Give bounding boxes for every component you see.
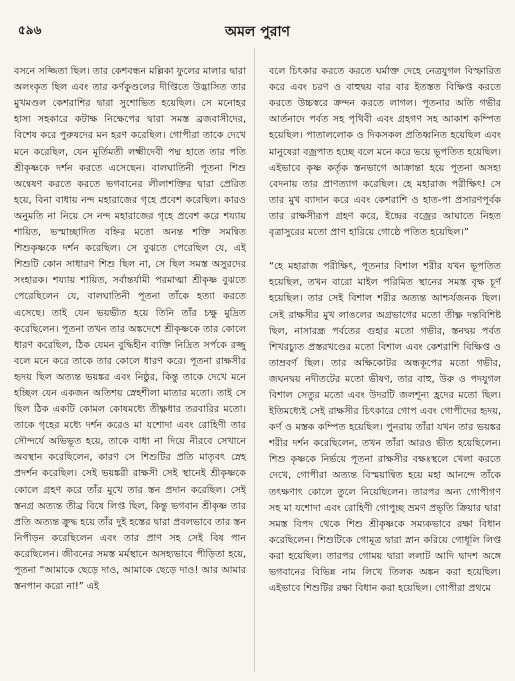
- right-column: [265, 48, 501, 672]
- right-column-paragraph-2: “হে মহারাজ পরীক্ষিৎ, পূতনার বিশাল শরীর যখন ভূপতিত হয়েছিল, তখন বারো মাইল পরিমিত স্থানের সমস্ত বৃক্ষ চূর্ণ হয়েছিল। তার সেই বিশাল শরীর অত্যন্ত আশ্চর্যজনক ছিল। সেই রাক্ষসীর মুখ লাঙলের অগ্রভাগের মতো তীক্ষ্ণ দন্তবিশিষ্ট ছিল, নাসারন্ধ্র পর্বতের গুহার মতো গভীর, স্তনদ্বয় পর্বত শিখরচ্যুত প্রস্তরখণ্ডের মতো বিশাল এবং কেশরাশি বিক্ষিপ্ত ও তাম্রবর্ণ ছিল। তার অক্ষিকোটর অন্ধকূপের মতো গভীর, জঘনদ্বয় নদীতটের মতো ভীষণ, তার বাহু, উরু ও পদযুগল বিশাল সেতুর মতো এবং উদরটি জলশূন্য হ্রদের মতো ছিল। ইতিমধ্যেই সেই রাক্ষসীর চিৎকারে গোপ এবং গোপীদের হৃদয়, কর্ণ ও মস্তক কম্পিত হয়েছিল। পুনরায় তাঁরা যখন তার ভয়ঙ্কর শরীর দর্শন করেছিলেন, তখন তাঁরা আরও ভীত হয়েছিলেন। শিশু কৃষ্ণকে নির্ভয়ে পূতনা রাক্ষসীর বক্ষঃস্থলে খেলা করতে দেখে, গোপীরা অত্যন্ত বিস্ময়ান্বিত হয়ে মহা আনন্দে তাঁকে তৎক্ষণাৎ কোলে তুলে নিয়েছিলেন। তারপর অন্য গোপীগণ সহ মা যশোদা এবং রোহিণী গোপুচ্ছ ভ্রমণ প্রভৃতি ক্রিয়ার দ্বারা সমস্ত বিপদ থেকে শিশু শ্রীকৃষ্ণকে সম্যকভাবে রক্ষা বিধান করেছিলেন। শিশুটিকে গোমূত্র দ্বারা স্নান করিয়ে গোধূলি লিপ্ত করা হয়েছিল। তারপর গোময় দ্বারা ললাট আদি দ্বাদশ অঙ্গে ভগবানের বিভিন্ন নাম লিখে তিলক অঙ্কন করা হয়েছিল। এইভাবে শিশুটির রক্ষা বিধান করা হয়েছিল। গোপীরা প্রথমে: [269, 261, 501, 595]
- running-title: অমল পুরাণ: [225, 24, 290, 40]
- text-columns: [14, 48, 501, 672]
- page-number: ৫৯৬: [18, 23, 42, 37]
- left-column-text: বসনে সজ্জিতা ছিল। তার কেশবন্ধন মল্লিকা ফুলের মালার দ্বারা অলংকৃত ছিল এবং তার কর্ণকুণ্ডলের দীপ্তিতে উদ্ভাসিত তার মুখমণ্ডল কেশরাশির দ্বারা সুশোভিত হয়েছিল। সে মনোহর হাস্য সহকারে কটাক্ষ নিক্ষেপের দ্বারা সমস্ত ব্রজবাসীদের, বিশেষ করে পুরুষদের মন হরণ করেছিল। গোপীরা তাকে দেখে মনে করেছিল, যেন মূর্তিমতী লক্ষ্মীদেবী পদ্ম হাতে তার পতি শ্রীকৃষ্ণকে দর্শন করতে এসেছেন। বালঘাতিনী পূতনা শিশু অন্বেষণ করতে করতে ভগবানের লীলাশক্তির দ্বারা প্রেরিত হয়ে, বিনা বাধায় নন্দ মহারাজের গৃহে প্রবেশ করেছিল। কারও অনুমতি না নিয়ে সে নন্দ মহারাজের গৃহে প্রবেশ করে শয্যায় শায়িত, ভস্মাচ্ছাদিত বহ্নির মতো অনন্ত শক্তি সমন্বিত শিশুকৃষ্ণকে দর্শন করেছিল। সে বুঝতে পেরেছিল যে, এই শিশুটি কোন সাধারণ শিশু ছিল না, সে ছিল সমস্ত অসুরদের সংহারক। শয্যায় শায়িত, সর্বান্তর্যামী পরমাত্মা শ্রীকৃষ্ণ বুঝতে পেরেছিলেন যে, বালঘাতিনী পূতনা তাঁকে হত্যা করতে এসেছে। তাই যেন ভয়ভীত হয়ে তিনি তাঁর চক্ষু মুদ্রিত করেছিলেন। পূতনা তখন তার অঙ্কদেশে শ্রীকৃষ্ণকে তার কোলে ধারণ করেছিল, ঠিক যেমন বুদ্ধিহীন ব্যক্তি নিদ্রিত সর্পকে রজ্জু বলে মনে করে তাকে তার কোলে ধারণ করে। পূতনা রাক্ষসীর হৃদয় ছিল অত্যন্ত ভয়ঙ্কর এবং নিষ্ঠুর, কিন্তু তাকে দেখে মনে হচ্ছিল যেন একজন অতিশয় স্নেহশীলা মাতার মতো। তাই সে ছিল ঠিক একটি কোমল কোষমধ্যে তীক্ষ্ণধার তরবারির মতো। তাকে গৃহের মধ্যে দর্শন করেও মা যশোদা এবং রোহিণী তার সৌন্দর্যে অভিভূত হয়ে, তাকে বাধা না দিয়ে নীরবে সেখানে অবস্থান করেছিলেন, কারণ সে শিশুটির প্রতি মাতৃবৎ স্নেহ প্রদর্শন করেছিল। সেই ভয়ঙ্করী রাক্ষসী সেই স্থানেই শ্রীকৃষ্ণকে কোলে গ্রহণ করে তাঁর মুখে তার স্তন প্রদান করেছিল। সেই স্তনগ্র অত্যন্ত তীব্র বিষে লিপ্ত ছিল, কিন্তু ভগবান শ্রীকৃষ্ণ তার প্রতি অত্যন্ত ক্রুদ্ধ হয়ে তাঁর দুই হস্তের দ্বারা প্রবলভাবে তার স্তন নিপীড়ন করেছিলেন এবং তার প্রাণ সহ সেই বিষ পান করেছিলেন। জীবনের সমস্ত মর্মস্থানে অসহ্যভাবে পীড়িতা হয়ে, পূতনা “আমাকে ছেড়ে দাও, আমাকে ছেড়ে দাও! আর আমার স্তনপান করো না!” এই: [14, 66, 246, 593]
- right-column-paragraph-1: বলে চিৎকার করতে করতে ঘর্মাক্ত দেহে নেত্রযুগল বিস্ফারিত করে এবং চরণ ও বাহুদ্বয় বার বার ইতস্তত বিক্ষিপ্ত করতে করতে উচ্চস্বরে ক্রন্দন করতে লাগল। পূতনার অতি গভীর আর্তনাদে পর্বত সহ পৃথিবী এবং গ্রহগণ সহ আকাশ কম্পিত হয়েছিল। পাতাললোক ও দিকসকল প্রতিধ্বনিত হয়েছিল এবং মানুষেরা বজ্রপাত হচ্ছে বলে মনে করে ভয়ে ভূপতিত হয়েছিল। এইভাবে কৃষ্ণ কর্তৃক স্তনভাগে আক্রান্তা হয়ে পূতনা অসহ্য বেদনায় তার প্রাণত্যাগ করেছিল। হে মহারাজ পরীক্ষিৎ! সে তার মুখ ব্যাদান করে এবং কেশরাশি ও হাত-পা প্রসারণপূর্বক তার রাক্ষসীরূপ গ্রহণ করে, ইন্দ্রের বজ্রের আঘাতে নিহত বৃত্রাসুরের মতো প্রাণ হারিয়ে গোষ্ঠে পতিত হয়েছিল।”: [269, 66, 501, 239]
- left-column: [14, 48, 255, 672]
- page-header: [14, 18, 501, 48]
